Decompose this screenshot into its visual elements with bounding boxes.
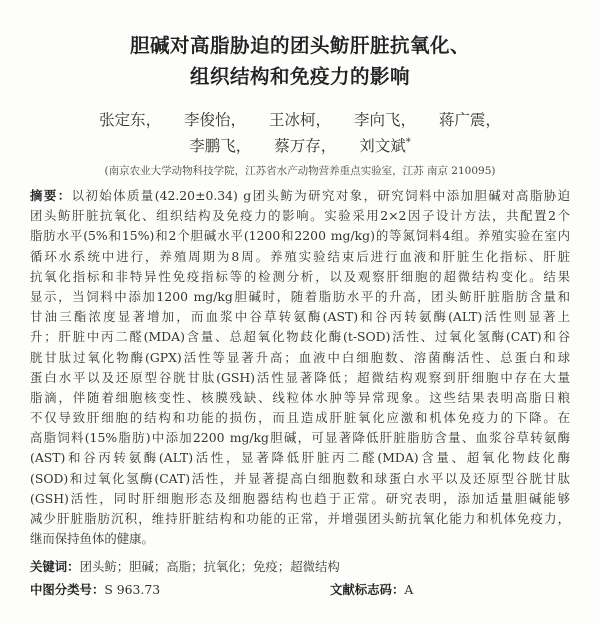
author-name: 王冰柯， [268,111,331,129]
abstract-line: 继而保持鱼体的健康。 [30,531,154,547]
keywords-line [30,557,570,575]
author-name: 蒋广震， [438,111,501,129]
keywords-label: 关键词： [30,559,80,574]
author-name: 李鹏飞， [189,137,252,155]
author-list-line-1 [30,108,570,130]
corresponding-author-mark: * [405,136,411,148]
abstract-line: 不仅导致肝细胞的结构和功能的损伤，而且造成肝脏氧化应激和机体免疫力的下降。在 [30,410,570,426]
abstract-line: (SOD)和过氧化氢酶(CAT)活性，并显著提高白细胞数和球蛋白水平以及还原型谷胱甘肽 [30,470,570,486]
abstract-label: 摘要： [30,188,72,203]
abstract-block [30,186,570,549]
author-name-corresponding [359,137,411,155]
classification-label: 中图分类号： [30,582,105,597]
paper-title-line-1: 胆碱对高脂胁迫的团头鲂肝脏抗氧化、 [129,34,470,57]
classification-value: S 963.73 [104,582,161,597]
document-code [330,580,413,598]
abstract-line: 抗氧化指标和非特异性免疫指标等的检测分析，以及观察肝细胞的超微结构变化。结果 [30,268,570,284]
author-name: 李向飞， [353,111,416,129]
abstract-line: 升；肝脏中丙二醛(MDA)含量、总超氧化物歧化酶(t-SOD)活性、过氧化氢酶(CAT)和谷 [30,329,570,345]
author-name-text: 刘文斌 [359,137,406,155]
document-code-label: 文献标志码： [330,582,405,597]
abstract-line: 减少肝脏脂肪沉积，维持肝脏结构和功能的正常，并增强团头鲂抗氧化能力和机体免疫力， [30,511,570,526]
abstract-line: 脂肪水平(5%和15%)和2个胆碱水平(1200和2200 mg/kg)的等氮饲料4组。养殖实验在室内 [30,228,570,244]
abstract-line-text: 以初始体质量(42.20±0.34) g团头鲂为研究对象，研究饲料中添加胆碱对高脂胁迫 [71,188,570,203]
abstract-line: (GSH)活性，同时肝细胞形态及细胞器结构也趋于正常。研究表明，添加适量胆碱能够 [30,490,570,506]
abstract-line: (AST)和谷丙转氨酶(ALT)活性，显著降低肝脏丙二醛(MDA)含量、超氧化物歧化酶 [30,450,570,466]
author-affiliation: (南京农业大学动物科技学院，江苏省水产动物营养重点实验室，江苏 南京 210095) [104,165,496,177]
abstract-line: 脂滴，伴随着细胞核变性、核膜残缺、线粒体水肿等异常现象。这些结果表明高脂日粮 [30,389,570,405]
author-list-line-2 [30,134,570,156]
author-name: 蔡万存， [274,137,337,155]
abstract-line: 团头鲂肝脏抗氧化、组织结构及免疫力的影响。实验采用2×2因子设计方法，共配置2个 [30,208,570,224]
abstract-line: 显示，当饲料中添加1200 mg/kg胆碱时，随着脂肪水平的升高，团头鲂肝脏脂肪含量和 [30,288,570,304]
document-code-value: A [404,582,414,597]
author-name: 李俊怡， [184,111,247,129]
author-name: 张定东， [99,111,162,129]
abstract-line [30,186,570,206]
abstract-line: 蛋白水平以及还原型谷胱甘肽(GSH)活性显著降低；超微结构观察到肝细胞中存在大量 [30,369,570,385]
paper-title-line-2: 组织结构和免疫力的影响 [189,65,410,88]
abstract-line: 高脂饲料(15%脂肪)中添加2200 mg/kg胆碱，可显著降低肝脏脂肪含量、血浆谷草转氨酶 [30,430,570,446]
keywords-text: 团头鲂；胆碱；高脂；抗氧化；免疫；超微结构 [79,559,340,574]
abstract-line: 循环水系统中进行，养殖周期为8周。养殖实验结束后进行血液和肝脏生化指标、肝脏 [30,248,570,264]
abstract-line: 胱甘肽过氧化物酶(GPX)活性等显著升高；血液中白细胞数、溶菌酶活性、总蛋白和球 [30,349,570,365]
abstract-line: 甘油三酯浓度显著增加，而血浆中谷草转氨酶(AST)和谷丙转氨酶(ALT)活性则显著上 [30,309,570,325]
classification-line [30,580,570,598]
